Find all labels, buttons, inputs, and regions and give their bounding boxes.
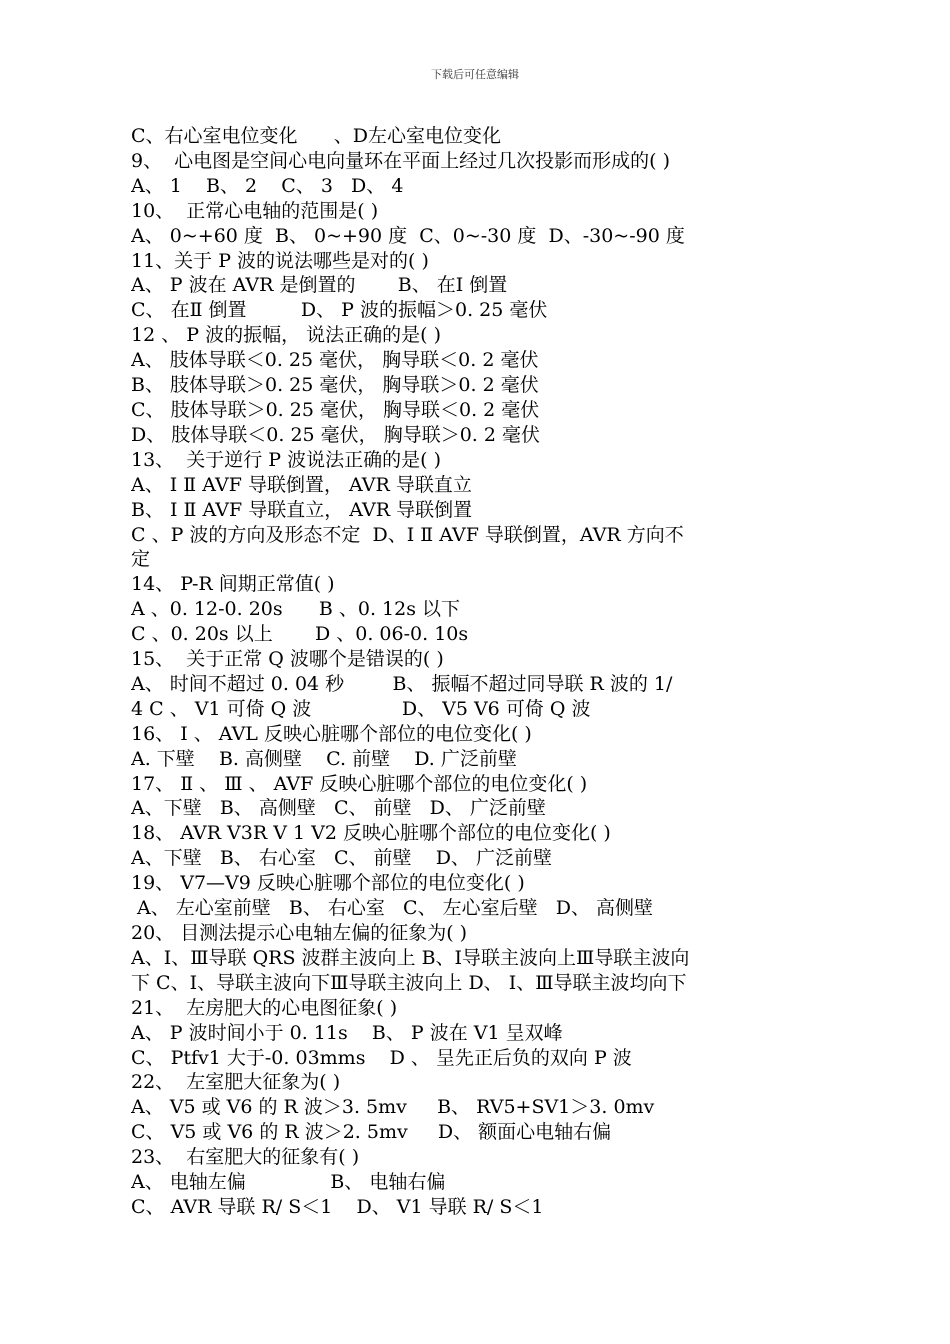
text-line: 13、 关于逆行 P 波说法正确的是( ) xyxy=(131,448,441,471)
text-line: A、 Ⅰ Ⅱ AVF 导联倒置， AVR 导联直立 xyxy=(131,473,472,496)
text-line: A、下壁 B、 高侧壁 C、 前壁 D、 广泛前壁 xyxy=(131,797,546,820)
text-line: C、 V5 或 V6 的 R 波＞2. 5mv D、 额面心电轴右偏 xyxy=(131,1121,612,1144)
text-line: 20、 目测法提示心电轴左偏的征象为( ) xyxy=(131,922,468,944)
text-line: B、 肢体导联＞0. 25 毫伏， 胸导联＞0. 2 毫伏 xyxy=(131,374,539,397)
text-line: 14、 P-R 间期正常值( ) xyxy=(131,573,335,596)
text-line: B、 Ⅰ Ⅱ AVF 导联直立， AVR 导联倒置 xyxy=(131,498,473,521)
text-line: 22、 左室肥大征象为( ) xyxy=(131,1071,341,1094)
text-line: 9、 心电图是空间心电向量环在平面上经过几次投影而形成的( ) xyxy=(131,149,671,172)
text-line: A、 时间不超过 0. 04 秒 B、 振幅不超过同导联 R 波的 1/ xyxy=(131,672,673,695)
text-line: C、 在Ⅱ 倒置 D、 P 波的振幅＞0. 25 毫伏 xyxy=(131,299,548,322)
text-line: A、 P 波在 AVR 是倒置的 B、 在Ⅰ 倒置 xyxy=(131,274,508,297)
text-line: A、 V5 或 V6 的 R 波＞3. 5mv B、 RV5+SV1＞3. 0mv xyxy=(131,1096,655,1119)
text-line: 23、 右室肥大的征象有( ) xyxy=(131,1146,360,1169)
page-header: 下载后可任意编辑 xyxy=(431,68,519,81)
text-line: 下 C、Ⅰ、导联主波向下Ⅲ导联主波向上 D、 Ⅰ、Ⅲ导联主波均向下 xyxy=(131,971,687,994)
text-line: 16、 Ⅰ 、 AVL 反映心脏哪个部位的电位变化( ) xyxy=(131,722,532,745)
text-line: 15、 关于正常 Q 波哪个是错误的( ) xyxy=(131,648,444,671)
text-line: 21、 左房肥大的心电图征象( ) xyxy=(131,996,398,1019)
text-line: A、下壁 B、 右心室 C、 前壁 D、 广泛前壁 xyxy=(131,847,552,870)
text-line: C、 AVR 导联 R/ S＜1 D、 V1 导联 R/ S＜1 xyxy=(131,1195,544,1218)
text-line: C 、P 波的方向及形态不定 D、Ⅰ Ⅱ AVF 导联倒置，AVR 方向不 xyxy=(131,523,684,546)
text-line: 定 xyxy=(131,548,151,571)
text-line: C、 Ptfv1 大于-0. 03mms D 、 呈先正后负的双向 P 波 xyxy=(131,1046,632,1069)
text-line: A、 左心室前壁 B、 右心室 C、 左心室后壁 D、 高侧壁 xyxy=(131,897,654,920)
text-line: A、Ⅰ、Ⅲ导联 QRS 波群主波向上 B、Ⅰ导联主波向上Ⅲ导联主波向 xyxy=(131,946,690,969)
text-line: 18、 AVR V3R V 1 V2 反映心脏哪个部位的电位变化( ) xyxy=(131,822,611,845)
text-line: 10、 正常心电轴的范围是( ) xyxy=(131,199,379,222)
text-line: 12 、 P 波的振幅， 说法正确的是( ) xyxy=(131,324,441,347)
text-line: A、 1 B、 2 C、 3 D、 4 xyxy=(131,174,404,197)
text-line: D、 肢体导联＜0. 25 毫伏， 胸导联＞0. 2 毫伏 xyxy=(131,423,540,446)
text-line: 11、关于 P 波的说法哪些是对的( ) xyxy=(131,249,429,272)
text-line: A、 0~+60 度 B、 0~+90 度 C、0~-30 度 D、-30~-90 度 xyxy=(131,224,685,247)
text-line: A 、0. 12-0. 20s B 、0. 12s 以下 xyxy=(131,598,460,621)
text-line: C 、0. 20s 以上 D 、0. 06-0. 10s xyxy=(131,623,469,646)
text-line: 4 C 、 V1 可倚 Q 波 D、 V5 V6 可倚 Q 波 xyxy=(131,697,591,720)
text-line: C、 肢体导联＞0. 25 毫伏， 胸导联＜0. 2 毫伏 xyxy=(131,398,540,421)
text-line: A. 下壁 B. 高侧壁 C. 前壁 D. 广泛前壁 xyxy=(131,747,517,770)
text-line: 17、 Ⅱ 、 Ⅲ 、 AVF 反映心脏哪个部位的电位变化( ) xyxy=(131,772,588,795)
text-line: A、 电轴左偏 B、 电轴右偏 xyxy=(131,1171,446,1194)
text-line: C、右心室电位变化 、D左心室电位变化 xyxy=(131,125,502,147)
text-line: A、 P 波时间小于 0. 11s B、 P 波在 V1 呈双峰 xyxy=(131,1021,563,1044)
text-line: 19、 V7—V9 反映心脏哪个部位的电位变化( ) xyxy=(131,872,525,895)
text-line: A、 肢体导联＜0. 25 毫伏， 胸导联＜0. 2 毫伏 xyxy=(131,349,539,372)
document-body xyxy=(131,124,821,1220)
